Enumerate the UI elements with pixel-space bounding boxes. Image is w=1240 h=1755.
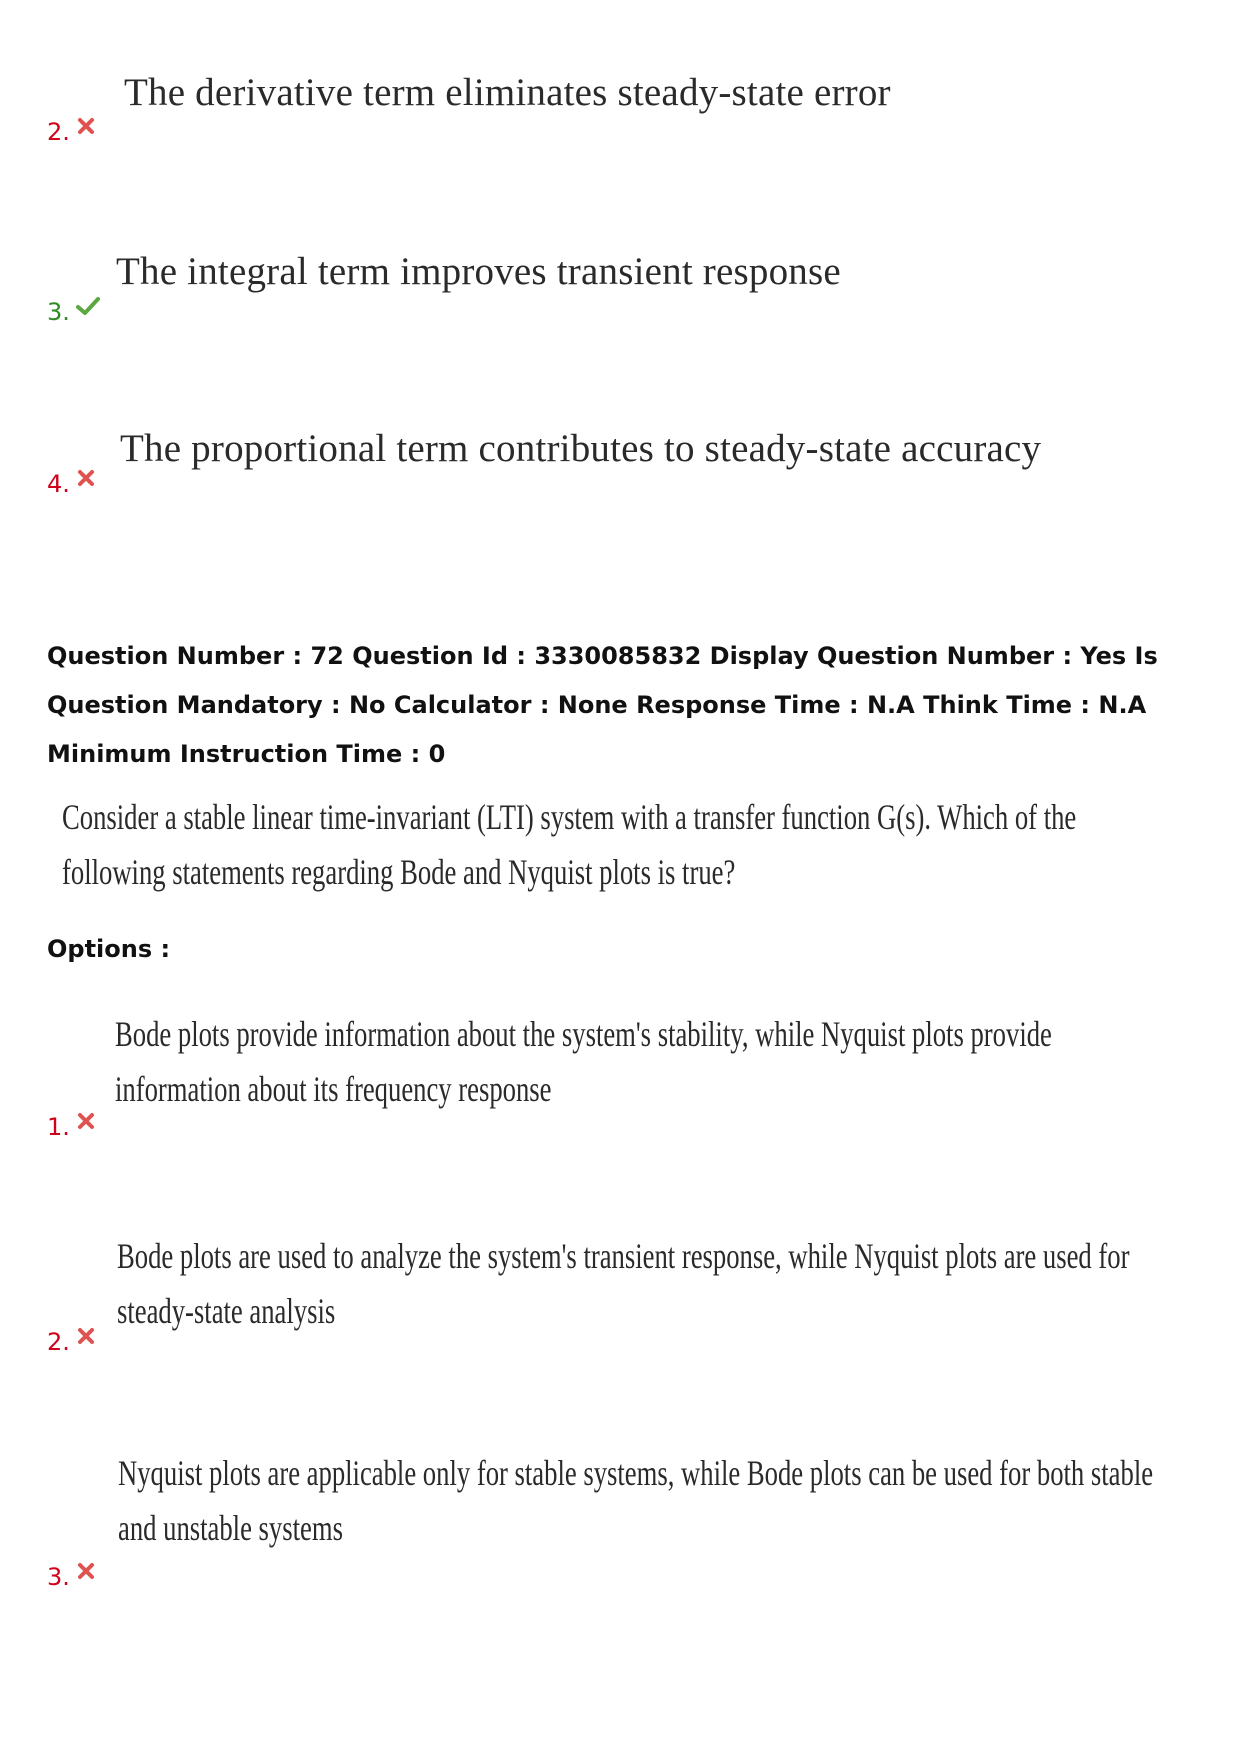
option-3-line-2: and unstable systems: [118, 1508, 343, 1548]
cross-icon: [76, 468, 96, 488]
question-meta: Question Number : 72 Question Id : 3330085832 Display Question Number : Yes Is Question Mandatory : No Calculator : None Response Time : N.A Think Time : N.A Minimum Instruction Time : 0: [47, 642, 1158, 768]
option-1-line-1: Bode plots provide information about the system's stability, while Nyquist plots provide: [115, 1014, 1052, 1054]
prev-option-4-text: The proportional term contributes to steady-state accuracy: [120, 427, 1042, 470]
check-icon: [76, 296, 100, 316]
option-2-text: [117, 1229, 1129, 1339]
cross-icon: [76, 1111, 96, 1131]
prev-option-2-number: [47, 118, 96, 146]
prev-option-3-number: [47, 298, 100, 326]
option-2-number: [47, 1328, 96, 1356]
question-line-2: following statements regarding Bode and Nyquist plots is true?: [62, 852, 736, 892]
option-number: 2.: [47, 118, 70, 146]
option-number: 3.: [47, 298, 70, 326]
cross-icon: [76, 1561, 96, 1581]
option-number: 2.: [47, 1328, 70, 1356]
prev-option-4-number: [47, 470, 96, 498]
question-line-1: Consider a stable linear time-invariant (LTI) system with a transfer function G(s). Which of the: [62, 797, 1077, 837]
option-2-line-2: steady-state analysis: [117, 1291, 336, 1331]
option-3-number: [47, 1563, 96, 1591]
question-text: [62, 790, 1076, 900]
option-2-line-1: Bode plots are used to analyze the system's transient response, while Nyquist plots are used for: [117, 1236, 1130, 1276]
prev-option-2-text: The derivative term eliminates steady-state error: [124, 71, 891, 114]
option-1-text: [115, 1007, 1052, 1117]
option-number: 1.: [47, 1113, 70, 1141]
option-number: 4.: [47, 470, 70, 498]
options-label: Options :: [47, 935, 171, 963]
option-3-line-1: Nyquist plots are applicable only for stable systems, while Bode plots can be used for both stable: [118, 1453, 1154, 1493]
option-number: 3.: [47, 1563, 70, 1591]
prev-option-3-text: The integral term improves transient response: [116, 250, 841, 293]
cross-icon: [76, 116, 96, 136]
option-1-line-2: information about its frequency response: [115, 1069, 552, 1109]
option-1-number: [47, 1113, 96, 1141]
option-3-text: [118, 1446, 1153, 1556]
cross-icon: [76, 1326, 96, 1346]
